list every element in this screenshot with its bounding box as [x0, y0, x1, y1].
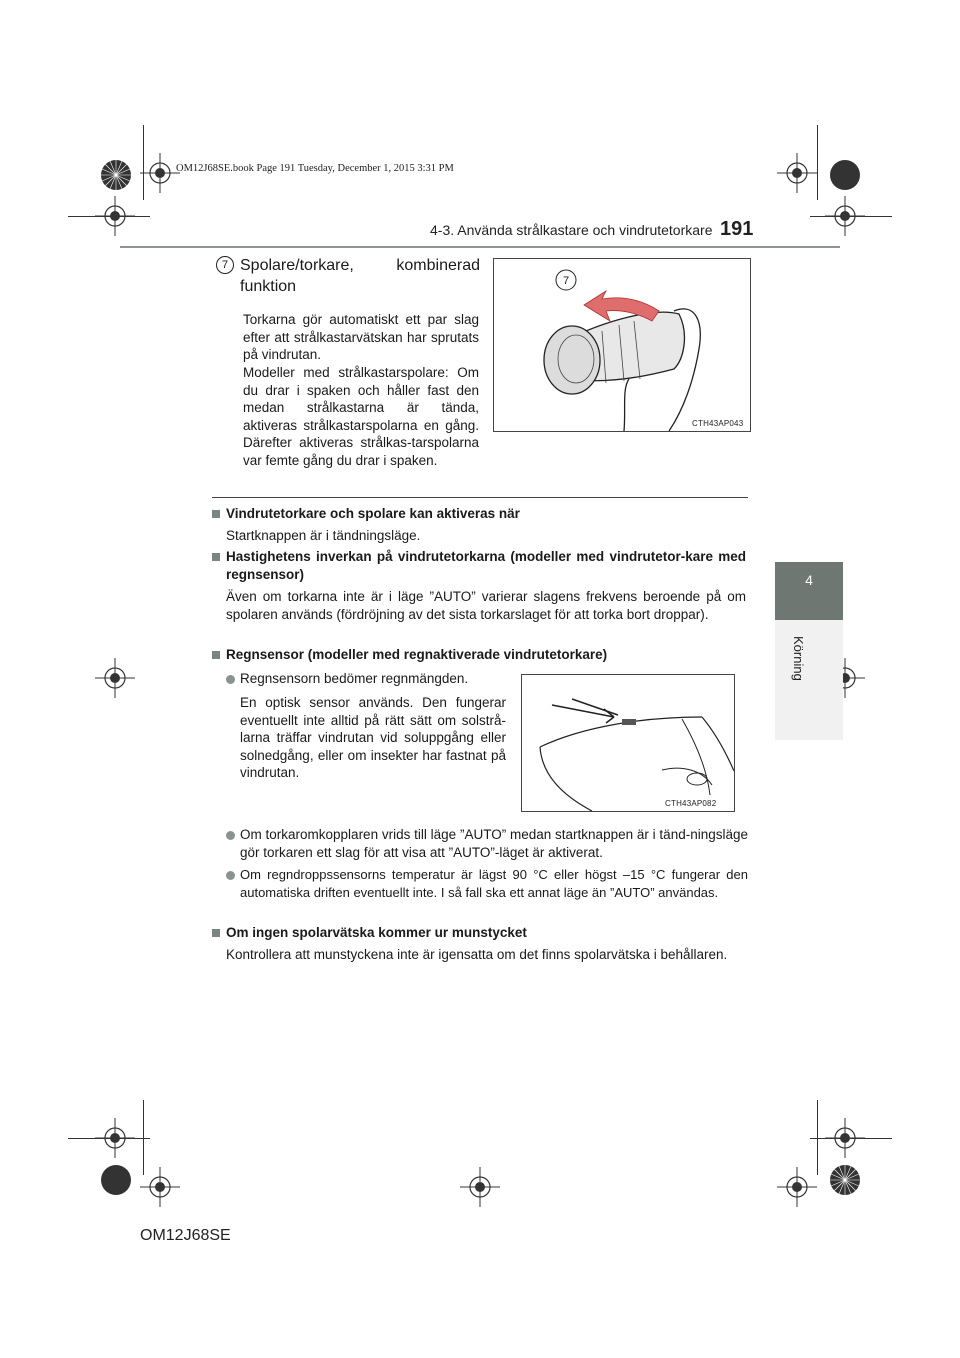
section-heading: Hastighetens inverkan på vindrutetorkarna (modeller med vindrutetor-kare med regnsensor) — [226, 549, 746, 582]
figure-label: CTH43AP082 — [665, 799, 717, 808]
document-code: OM12J68SE — [140, 1227, 231, 1244]
dot-bullet-icon — [226, 831, 235, 840]
section-heading: Vindrutetorkare och spolare kan aktiveras när — [226, 506, 520, 521]
book-info: OM12J68SE.book Page 191 Tuesday, December 1, 2015 3:31 PM — [176, 163, 454, 174]
rain-sensor-illustration — [522, 675, 734, 811]
page-number: 191 — [720, 218, 754, 240]
crosshair-icon — [140, 153, 180, 193]
item-title-continued: funktion — [240, 278, 297, 295]
crosshair-icon — [460, 1167, 500, 1207]
bullet-title: Regnsensorn bedömer regnmängden. — [240, 671, 469, 686]
dot-bullet-icon — [226, 871, 235, 880]
section-text: Även om torkarna inte är i läge ”AUTO” varierar slagens frekvens beroende på om spolaren används (fördröjning av det sista torkarslaget för att torka bort droppar). — [226, 589, 746, 622]
section-divider — [212, 497, 748, 498]
section-text: Kontrollera att munstyckena inte är igensatta om det finns spolarvätska i behållaren. — [226, 947, 728, 962]
rain-sensor-figure — [521, 674, 735, 812]
crosshair-icon — [95, 658, 135, 698]
section-header-title: 4-3. Använda strålkastare och vindrutetorkare — [430, 222, 713, 238]
wiper-lever-illustration — [494, 259, 750, 431]
registration-wheel-icon — [100, 1164, 132, 1196]
section-heading: Regnsensor (modeller med regnaktiverade vindrutetorkare) — [226, 647, 608, 662]
crosshair-icon — [140, 1167, 180, 1207]
chapter-number: 4 — [805, 572, 813, 588]
bullet-text: Om torkaromkopplaren vrids till läge ”AUTO” medan startknappen är i tänd-ningsläge gör torkaren ett slag för att visa att ”AUTO”-läget är aktiverat. — [240, 827, 748, 860]
figure-label: CTH43AP043 — [692, 419, 744, 428]
registration-wheel-icon — [100, 159, 132, 191]
crosshair-icon — [95, 1118, 135, 1158]
square-bullet-icon — [212, 553, 220, 561]
square-bullet-icon — [212, 510, 220, 518]
chapter-tab-strip — [775, 620, 843, 740]
header-rule — [120, 246, 840, 248]
crop-line — [817, 125, 818, 200]
crosshair-icon — [777, 153, 817, 193]
item-paragraph: Modeller med strålkastarspolare: Om du drar i spaken och håller fast den medan strålkastarna är tända, aktiveras strålkastarspolarna en gång. Därefter aktiveras strålkas-tarspolarna var femte gång du drar i spaken. — [243, 365, 479, 468]
figure-callout: 7 — [562, 275, 570, 287]
registration-wheel-icon — [829, 159, 861, 191]
chapter-label: Körning — [791, 636, 806, 681]
item-number-badge: 7 — [216, 256, 234, 274]
item-title: Spolare/torkare, kombinerad — [240, 257, 480, 274]
item-paragraph: Torkarna gör automatiskt ett par slag efter att strålkastarvätskan har sprutats på vindrutan. — [243, 312, 479, 362]
bullet-text: Om regndroppssensorns temperatur är lägst 90 °C eller högst –15 °C fungerar den automatiska driften eventuellt inte. I så fall ska ett annat läge än ”AUTO” användas. — [240, 867, 748, 900]
bullet-text: En optisk sensor används. Den fungerar eventuellt inte alltid på rätt sätt om solstrå-larna träffar vindrutan vid soluppgång eller solnedgång, eller om insekter har fastnat på vindrutan. — [240, 695, 506, 780]
crosshair-icon — [777, 1167, 817, 1207]
square-bullet-icon — [212, 929, 220, 937]
square-bullet-icon — [212, 651, 220, 659]
crosshair-icon — [825, 196, 865, 236]
section-text: Startknappen är i tändningsläge. — [226, 528, 421, 543]
dot-bullet-icon — [226, 675, 235, 684]
wiper-lever-figure — [493, 258, 751, 432]
section-heading: Om ingen spolarvätska kommer ur munstycket — [226, 925, 527, 940]
chapter-tab — [775, 562, 843, 620]
crosshair-icon — [825, 1118, 865, 1158]
registration-wheel-icon — [829, 1164, 861, 1196]
crosshair-icon — [95, 196, 135, 236]
